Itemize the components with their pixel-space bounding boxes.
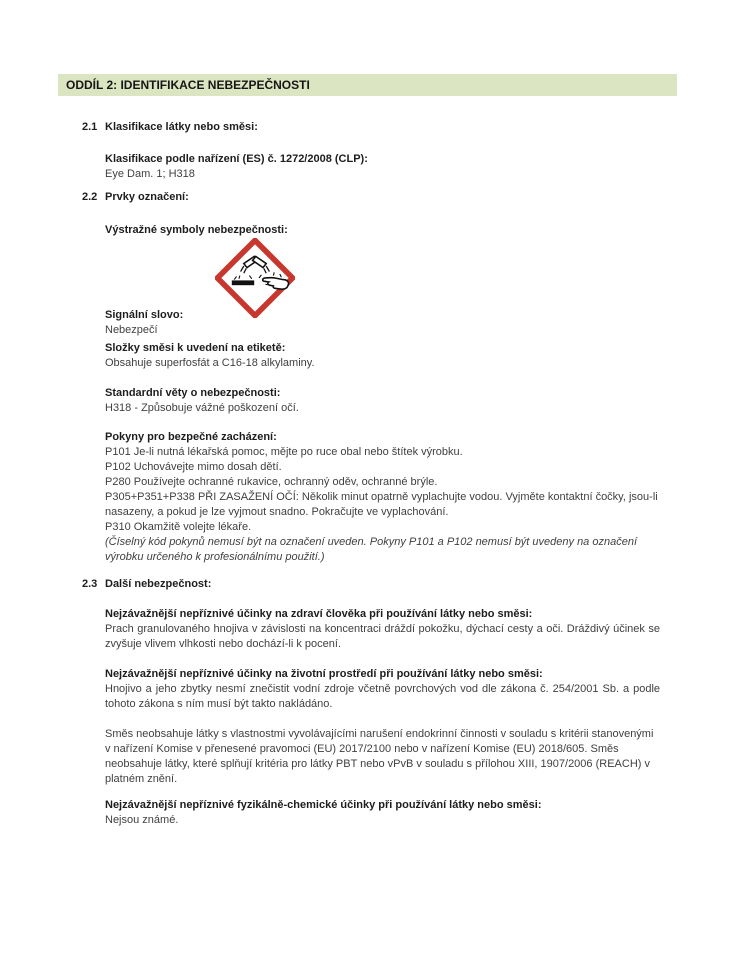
precaution-line-p310: P310 Okamžitě volejte lékaře.: [105, 521, 252, 533]
signal-word-label: Signální slovo:: [105, 309, 184, 321]
section-title: ODDÍL 2: IDENTIFIKACE NEBEZPEČNOSTI: [66, 78, 310, 92]
precaution-line-p101: P101 Je-li nutná lékařská pomoc, mějte po ruce obal nebo štítek výrobku.: [105, 446, 463, 458]
pictogram-row: [105, 238, 660, 308]
subsection-number: 2.1: [82, 121, 98, 133]
subsection-title: Klasifikace látky nebo směsi:: [105, 121, 258, 133]
signal-word-value: Nebezpečí: [105, 324, 158, 336]
subsection-title: Další nebezpečnost:: [105, 578, 212, 590]
subsection-2-3-heading: [82, 577, 660, 592]
health-effects-text: Prach granulovaného hnojiva v závislosti na koncentraci dráždí pokožku, dýchací cesty a oči. Dráždivý účinek se zvyšuje vlivem vlhkosti nebo dochází-li k pocení.: [105, 623, 660, 650]
environment-effects-text: Hnojivo a jeho zbytky nesmí znečistit vodní zdroje včetně povrchových vod dle zákona č. 254/2001 Sb. a podle tohoto zákona s ním musí být takto nakládáno.: [105, 683, 660, 710]
subsection-2-2-heading: [82, 190, 660, 205]
label-elements-block: [105, 223, 660, 565]
subsection-title: Prvky označení:: [105, 191, 189, 203]
section-content: [82, 96, 660, 828]
hazard-statements-label: Standardní věty o nebezpečnosti:: [105, 387, 281, 399]
subsection-number: 2.2: [82, 191, 98, 203]
other-hazards-block: [105, 607, 660, 828]
endocrine-pbt-text: Směs neobsahuje látky s vlastnostmi vyvolávajícími narušení endokrinní činnosti v souladu s kritérii stanovenými v nařízení Komise v přenesené pravomoci (EU) 2017/2100 nebo v nařízení Komise (EU) 2018/605. Směs neobsahuje látky, které splňují kritéria pro látky PBT nebo vPvB v souladu s přílohou XIII, 1907/2006 (REACH) v platném znění.: [105, 728, 654, 785]
ghs05-corrosion-icon: [215, 238, 295, 318]
hazard-statements-value: H318 - Způsobuje vážné poškození očí.: [105, 402, 299, 414]
clp-heading: Klasifikace podle nařízení (ES) č. 1272/2008 (CLP):: [105, 153, 368, 165]
clp-value: Eye Dam. 1; H318: [105, 168, 195, 180]
precaution-note: (Číselný kód pokynů nemusí být na označení uveden. Pokyny P101 a P102 nemusí být uvedeny na označení výrobku určeného k profesionálnímu použití.): [105, 536, 638, 563]
precaution-line-p280: P280 Používejte ochranné rukavice, ochranný oděv, ochranné brýle.: [105, 476, 438, 488]
clp-classification-block: [105, 152, 660, 182]
section-header-bar: [58, 74, 677, 96]
precautionary-statements-label: Pokyny pro bezpečné zacházení:: [105, 431, 277, 443]
label-components-label: Složky směsi k uvedení na etiketě:: [105, 342, 286, 354]
physchem-effects-text: Nejsou známé.: [105, 814, 179, 826]
physchem-effects-label: Nejzávažnější nepříznivé fyzikálně-chemické účinky při používání látky nebo směsi:: [105, 799, 542, 811]
label-components-value: Obsahuje superfosfát a C16-18 alkylaminy.: [105, 357, 315, 369]
precaution-line-p102: P102 Uchovávejte mimo dosah dětí.: [105, 461, 282, 473]
hazard-symbols-heading: Výstražné symboly nebezpečnosti:: [105, 224, 288, 236]
subsection-number: 2.3: [82, 578, 98, 590]
health-effects-label: Nejzávažnější nepříznivé účinky na zdraví člověka při používání látky nebo směsi:: [105, 608, 533, 620]
subsection-2-1-heading: [82, 120, 660, 135]
environment-effects-label: Nejzávažnější nepříznivé účinky na životní prostředí při používání látky nebo směsi:: [105, 668, 543, 680]
precaution-line-p305: P305+P351+P338 PŘI ZASAŽENÍ OČÍ: Několik minut opatrně vyplachujte vodou. Vyjměte kontaktní čočky, jsou-li nasazeny, a pokud je lze vyjmout snadno. Pokračujte ve vyplachování.: [105, 491, 658, 518]
